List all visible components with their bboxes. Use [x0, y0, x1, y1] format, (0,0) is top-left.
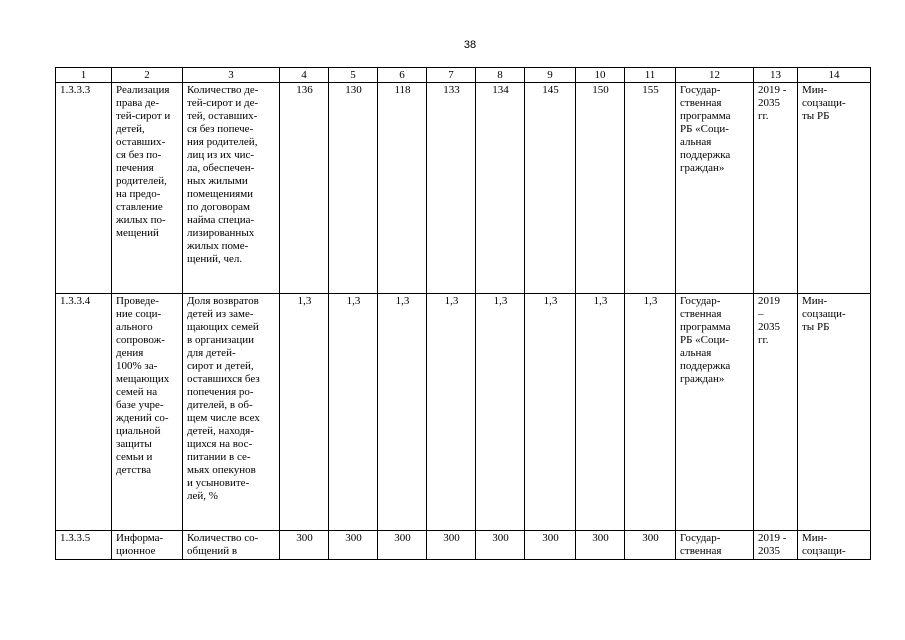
header-cell: 2 — [112, 68, 183, 83]
row-executor-cell: Мин- соцзащи- — [798, 531, 871, 560]
header-cell: 1 — [56, 68, 112, 83]
row-code-cell: 1.3.3.5 — [56, 531, 112, 560]
table-row — [56, 531, 871, 560]
table-row — [56, 294, 871, 531]
row-value-cell: 300 — [625, 531, 676, 560]
row-value-cell: 133 — [427, 83, 476, 294]
table-row — [56, 83, 871, 294]
row-value-cell: 136 — [280, 83, 329, 294]
row-value-cell: 1,3 — [476, 294, 525, 531]
row-value-cell: 1,3 — [329, 294, 378, 531]
row-indicator-cell: Доля возвратов детей из заме- щающих семей в организации для детей- сирот и детей, оставшихся без попечения ро- дителей, в об- щем числе всех детей, находя- щихся на вос- питании в се- мьях опекунов и усыновите- лей, % — [183, 294, 280, 531]
page-number: 38 — [463, 39, 477, 51]
row-indicator-cell: Количество со- общений в — [183, 531, 280, 560]
row-executor-cell: Мин- соцзащи- ты РБ — [798, 294, 871, 531]
header-cell: 13 — [754, 68, 798, 83]
row-value-cell: 1,3 — [427, 294, 476, 531]
row-period-cell: 2019 – 2035 гг. — [754, 294, 798, 531]
row-value-cell: 134 — [476, 83, 525, 294]
row-value-cell: 300 — [329, 531, 378, 560]
row-value-cell: 118 — [378, 83, 427, 294]
header-cell: 6 — [378, 68, 427, 83]
row-period-cell: 2019 - 2035 гг. — [754, 83, 798, 294]
header-cell: 14 — [798, 68, 871, 83]
table-header-row — [56, 68, 871, 83]
row-indicator-cell: Количество де- тей-сирот и де- тей, оставших- ся без попече- ния родителей, лиц из их чис- ла, обеспечен- ных жилыми помещениями по договорам найма специа- лизированных жилых поме- щений, чел. — [183, 83, 280, 294]
header-cell: 4 — [280, 68, 329, 83]
row-code-cell: 1.3.3.3 — [56, 83, 112, 294]
row-executor-cell: Мин- соцзащи- ты РБ — [798, 83, 871, 294]
row-value-cell: 300 — [576, 531, 625, 560]
row-program-cell: Государ- ственная — [676, 531, 754, 560]
header-cell: 9 — [525, 68, 576, 83]
row-value-cell: 130 — [329, 83, 378, 294]
header-cell: 5 — [329, 68, 378, 83]
header-cell: 8 — [476, 68, 525, 83]
header-cell: 11 — [625, 68, 676, 83]
row-value-cell: 300 — [525, 531, 576, 560]
row-value-cell: 150 — [576, 83, 625, 294]
row-value-cell: 155 — [625, 83, 676, 294]
row-value-cell: 145 — [525, 83, 576, 294]
row-period-cell: 2019 - 2035 — [754, 531, 798, 560]
row-program-cell: Государ- ственная программа РБ «Соци- альная поддержка граждан» — [676, 83, 754, 294]
document-table — [55, 67, 871, 560]
header-cell: 7 — [427, 68, 476, 83]
row-value-cell: 300 — [427, 531, 476, 560]
row-code-cell: 1.3.3.4 — [56, 294, 112, 531]
header-cell: 3 — [183, 68, 280, 83]
row-value-cell: 1,3 — [576, 294, 625, 531]
row-name-cell: Реализация права де- тей-сирот и детей, оставших- ся без по- печения родителей, на предо- ставление жилых по- мещений — [112, 83, 183, 294]
header-cell: 10 — [576, 68, 625, 83]
row-program-cell: Государ- ственная программа РБ «Соци- альная поддержка граждан» — [676, 294, 754, 531]
row-value-cell: 1,3 — [525, 294, 576, 531]
row-value-cell: 300 — [378, 531, 427, 560]
row-value-cell: 1,3 — [280, 294, 329, 531]
header-cell: 12 — [676, 68, 754, 83]
row-name-cell: Проведе- ние соци- ального сопровож- дения 100% за- мещающих семей на базе учре- ждений со- циальной защиты семьи и детства — [112, 294, 183, 531]
row-name-cell: Информа- ционное — [112, 531, 183, 560]
row-value-cell: 1,3 — [625, 294, 676, 531]
row-value-cell: 300 — [476, 531, 525, 560]
row-value-cell: 1,3 — [378, 294, 427, 531]
row-value-cell: 300 — [280, 531, 329, 560]
